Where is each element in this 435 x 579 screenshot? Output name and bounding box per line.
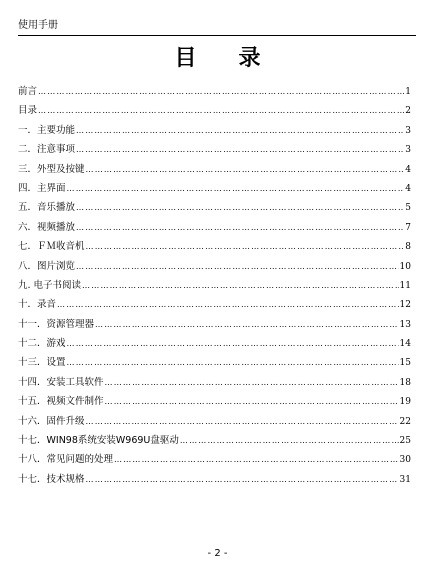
toc-entry-page: 13: [399, 319, 411, 330]
toc-entry[interactable]: [18, 257, 411, 276]
dot-leader: [38, 101, 404, 120]
dot-leader: [105, 392, 399, 411]
toc-entry-label: 十四．安装工具软件: [18, 376, 104, 388]
page-number: - 2 -: [207, 548, 228, 559]
toc-entry-page: 4: [405, 183, 411, 194]
toc-entry-label: 一．主要功能: [18, 124, 76, 136]
toc-entry-label: 二．注意事项: [18, 144, 76, 156]
dot-leader: [95, 315, 399, 334]
toc-entry-label: 十五．视频文件制作: [18, 396, 104, 408]
toc-entry-label: 十二．游戏: [18, 338, 66, 350]
dot-leader: [76, 140, 404, 159]
toc-entry-label: 七．ＦＭ收音机: [18, 241, 85, 253]
dot-leader: [86, 470, 399, 489]
dot-leader: [67, 334, 399, 353]
toc-entry-page: 5: [405, 203, 411, 214]
toc-entry-label: 十七．技术规格: [18, 473, 85, 485]
toc-entry-page: 11: [399, 280, 411, 291]
toc-entry[interactable]: [18, 160, 411, 179]
toc-entry-label: 三．外型及按键: [18, 163, 85, 175]
toc-entry[interactable]: [18, 373, 411, 392]
toc-entry-label: 四．主界面: [18, 182, 66, 194]
toc-entry-label: 十八．常见问题的处理: [18, 454, 114, 466]
toc-entry-page: 3: [405, 145, 411, 156]
toc-entry-page: 18: [399, 377, 411, 388]
toc-entry-label: 前言: [18, 86, 38, 97]
toc-entry-label: 十．录音: [18, 299, 57, 311]
toc-entry[interactable]: [18, 334, 411, 353]
dot-leader: [57, 295, 399, 314]
toc-entry-page: 31: [399, 474, 411, 485]
toc-entry[interactable]: [18, 276, 411, 295]
toc-entry-page: 7: [405, 222, 411, 233]
dot-leader: [114, 450, 399, 469]
table-of-contents: [18, 82, 411, 489]
dot-leader: [67, 179, 405, 198]
toc-entry[interactable]: [18, 353, 411, 372]
header-rule: [18, 35, 416, 36]
dot-leader: [38, 82, 404, 101]
toc-entry-page: 25: [399, 436, 411, 447]
toc-entry[interactable]: [18, 218, 411, 237]
toc-entry-label: 九. 电子书阅读: [18, 279, 82, 291]
toc-entry-page: 4: [405, 164, 411, 175]
dot-leader: [105, 373, 399, 392]
toc-entry-label: 十六．固件升级: [18, 415, 85, 427]
toc-entry[interactable]: [18, 198, 411, 217]
toc-entry-label: 六．视频播放: [18, 221, 76, 233]
page-title: 目录: [174, 46, 303, 71]
toc-entry-label: 目录: [18, 105, 38, 117]
dot-leader: [86, 412, 399, 431]
dot-leader: [67, 353, 399, 372]
toc-entry[interactable]: [18, 82, 411, 101]
toc-entry-page: 12: [399, 300, 411, 311]
running-header: 使用手册: [18, 20, 58, 31]
toc-entry[interactable]: [18, 392, 411, 411]
dot-leader: [86, 237, 405, 256]
toc-entry[interactable]: [18, 431, 411, 450]
toc-entry-page: 14: [399, 339, 411, 350]
toc-entry-label: 十七．WIN98系统安装W969U盘驱动: [18, 435, 179, 447]
dot-leader: [180, 431, 399, 450]
toc-entry[interactable]: [18, 237, 411, 256]
dot-leader: [76, 218, 404, 237]
toc-entry-page: 10: [399, 261, 411, 272]
toc-entry[interactable]: [18, 450, 411, 469]
toc-entry[interactable]: [18, 412, 411, 431]
toc-entry-label: 五．音乐播放: [18, 202, 76, 214]
toc-entry[interactable]: [18, 101, 411, 120]
dot-leader: [86, 160, 405, 179]
dot-leader: [82, 276, 399, 295]
toc-entry[interactable]: [18, 470, 411, 489]
toc-entry-page: 3: [405, 125, 411, 136]
dot-leader: [76, 198, 404, 217]
toc-entry-page: 22: [399, 416, 411, 427]
toc-entry[interactable]: [18, 140, 411, 159]
toc-entry-page: 2: [405, 106, 411, 117]
toc-entry[interactable]: [18, 121, 411, 140]
toc-entry[interactable]: [18, 295, 411, 314]
toc-entry-label: 八．图片浏览: [18, 260, 76, 272]
toc-entry-page: 19: [399, 397, 411, 408]
toc-entry-label: 十三．设置: [18, 357, 66, 369]
toc-entry-page: 1: [405, 87, 411, 97]
toc-entry[interactable]: [18, 179, 411, 198]
toc-entry-page: 8: [405, 242, 411, 253]
toc-entry[interactable]: [18, 315, 411, 334]
toc-entry-page: 15: [399, 358, 411, 369]
toc-entry-label: 十一．资源管理器: [18, 318, 95, 330]
dot-leader: [76, 257, 399, 276]
toc-entry-page: 30: [399, 455, 411, 466]
dot-leader: [76, 121, 404, 140]
